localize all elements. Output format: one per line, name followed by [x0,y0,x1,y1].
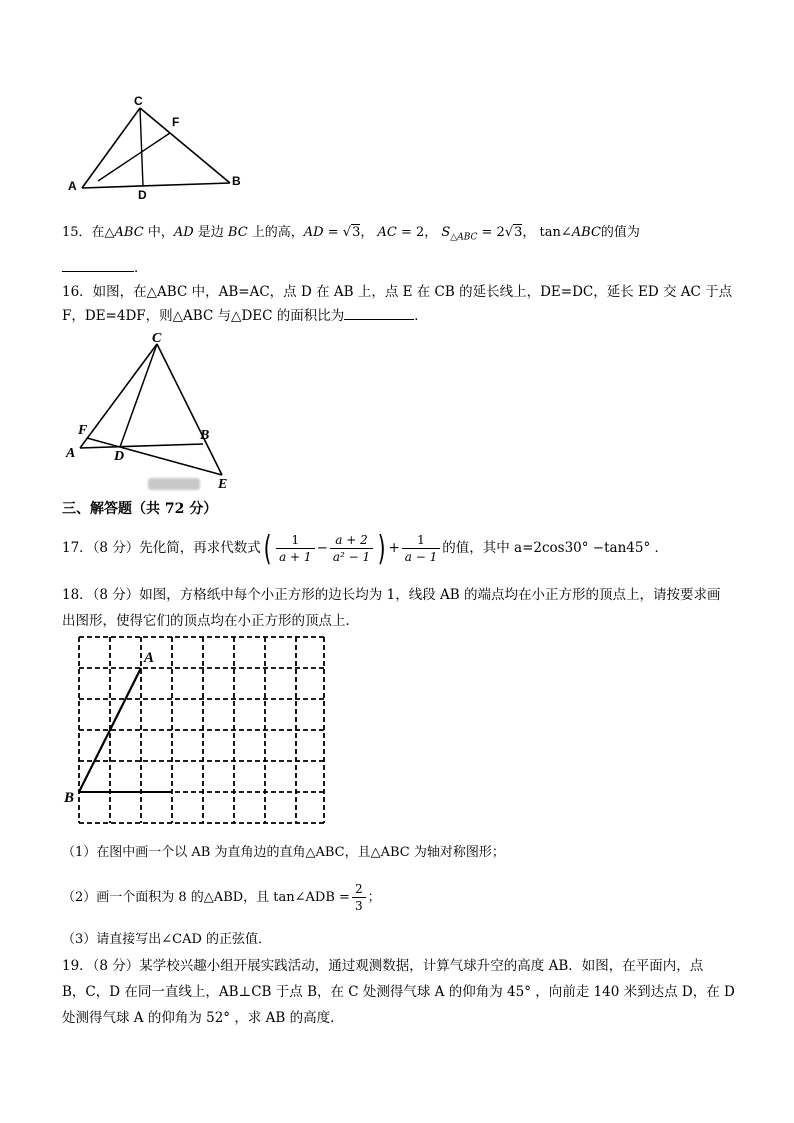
q15-text: ， [360,225,378,240]
q15-text: 15．在△ [62,225,115,240]
question-19-line-1: 19．（8 分）某学校兴趣小组开展实践活动，通过观测数据，计算气球升空的高度 AB．如图，在平面内，点 [62,958,704,974]
q15-text: AD [173,225,194,240]
label-b: B [232,174,241,188]
triangle-dec-diagram [60,330,240,495]
question-18-sub-3: （3）请直接写出∠CAD 的正弦值． [62,932,272,947]
q15-end: ． [134,260,148,276]
figure-q15 [60,90,260,205]
question-16-line-1: 16．如图，在△ABC 中，AB=AC，点 D 在 AB 上，点 E 在 CB 的延长线上，DE=DC，延长 ED 交 AC 于点 [62,284,733,300]
question-16-line-2 [62,303,428,329]
minus-sign: − [316,540,328,556]
label-a: A [66,446,76,461]
q15-text: ABC [114,225,144,240]
answer-blank [62,257,134,272]
numerator [330,532,373,549]
q15-text: 3 [514,225,523,240]
numerator: 1 [402,532,440,549]
label-a: A [144,650,155,666]
fraction-2 [330,532,373,565]
q16-text: F，DE=4DF，则△ABC 与△DEC 的面积比为 [62,308,345,324]
q15-text: = 2√ [477,225,514,240]
fraction-1 [276,532,314,565]
question-18-sub-2 [62,878,381,918]
label-d: D [138,188,147,202]
section-3-heading: 三、解答题（共 72 分） [62,501,218,517]
question-19-line-3: 处测得气球 A 的仰角为 52° ，求 AB 的高度． [62,1010,344,1026]
blurred-watermark [148,478,200,490]
denominator-text: a + 1 [279,550,312,564]
q15-text: AC [377,225,397,240]
q15-text: BC [227,225,248,240]
question-18-line-1: 18．（8 分）如图，方格纸中每个小正方形的边长均为 1，线段 AB 的端点均在小正方形的顶点上，请按要求画 [62,587,721,603]
numerator-text: a + 2 [335,533,368,547]
q15-text: 3 [352,225,361,240]
triangle-abc-diagram [60,90,260,205]
plus-sign: + [388,540,400,556]
question-18-sub-1: （1）在图中画一个以 AB 为直角边的直角△ABC，且△ABC 为轴对称图形； [62,845,505,860]
square-grid [62,632,332,832]
q16-end: ． [414,308,428,324]
q15-text: S [441,225,451,240]
label-c: C [134,94,143,108]
denominator [276,549,314,565]
q15-text: △ABC [450,232,478,243]
denominator: 3 [354,899,363,913]
fraction-two-thirds [352,881,366,914]
label-d: D [114,449,125,464]
question-15 [62,220,640,251]
question-17 [62,525,668,571]
q15-text: = √ [323,225,352,240]
label-c: C [152,331,162,346]
denominator [402,549,440,565]
q15-text: 中， [143,225,174,240]
label-b: B [200,428,210,443]
label-f: F [78,423,88,438]
question-18-line-2: 出图形，使得它们的顶点均在小正方形的顶点上． [62,613,359,629]
right-paren: ) [377,528,386,569]
figure-q16 [60,330,240,495]
label-e: E [218,477,228,492]
q15-answer-line [62,255,148,281]
q15-text: 是边 [193,225,228,240]
q18-sub2-text: （2）画一个面积为 8 的△ABD，且 tan∠ADB = [62,890,350,905]
denominator [330,549,373,565]
q15-text: ABC [571,225,601,240]
q15-text: 上的高， [247,225,304,240]
q15-text: AD [303,225,324,240]
label-b: B [64,790,75,806]
label-a: A [68,179,77,193]
answer-blank [344,305,414,320]
q15-text: 的值为 [600,225,640,240]
label-f: F [172,115,180,129]
q17-text: 17．（8 分）先化简，再求代数式 [62,540,261,556]
q15-text: = 2， [396,225,442,240]
denominator-text: a² − 1 [332,550,371,564]
numerator: 2 [352,881,366,898]
q15-text: ， tan∠ [522,225,572,240]
numerator: 1 [276,532,314,549]
question-19-line-2: B，C，D 在同一直线上，AB⊥CB 于点 B，在 C 处测得气球 A 的仰角为 45° ，向前走 140 米到达点 D，在 D [62,984,735,1000]
q17-text: 的值，其中 a=2cos30° −tan45° ． [442,540,669,556]
left-paren: ( [263,528,272,569]
q18-sub2-end: ； [367,890,381,905]
denominator-text: a − 1 [404,550,438,564]
fraction-3 [402,532,440,565]
grid-figure [62,632,332,832]
